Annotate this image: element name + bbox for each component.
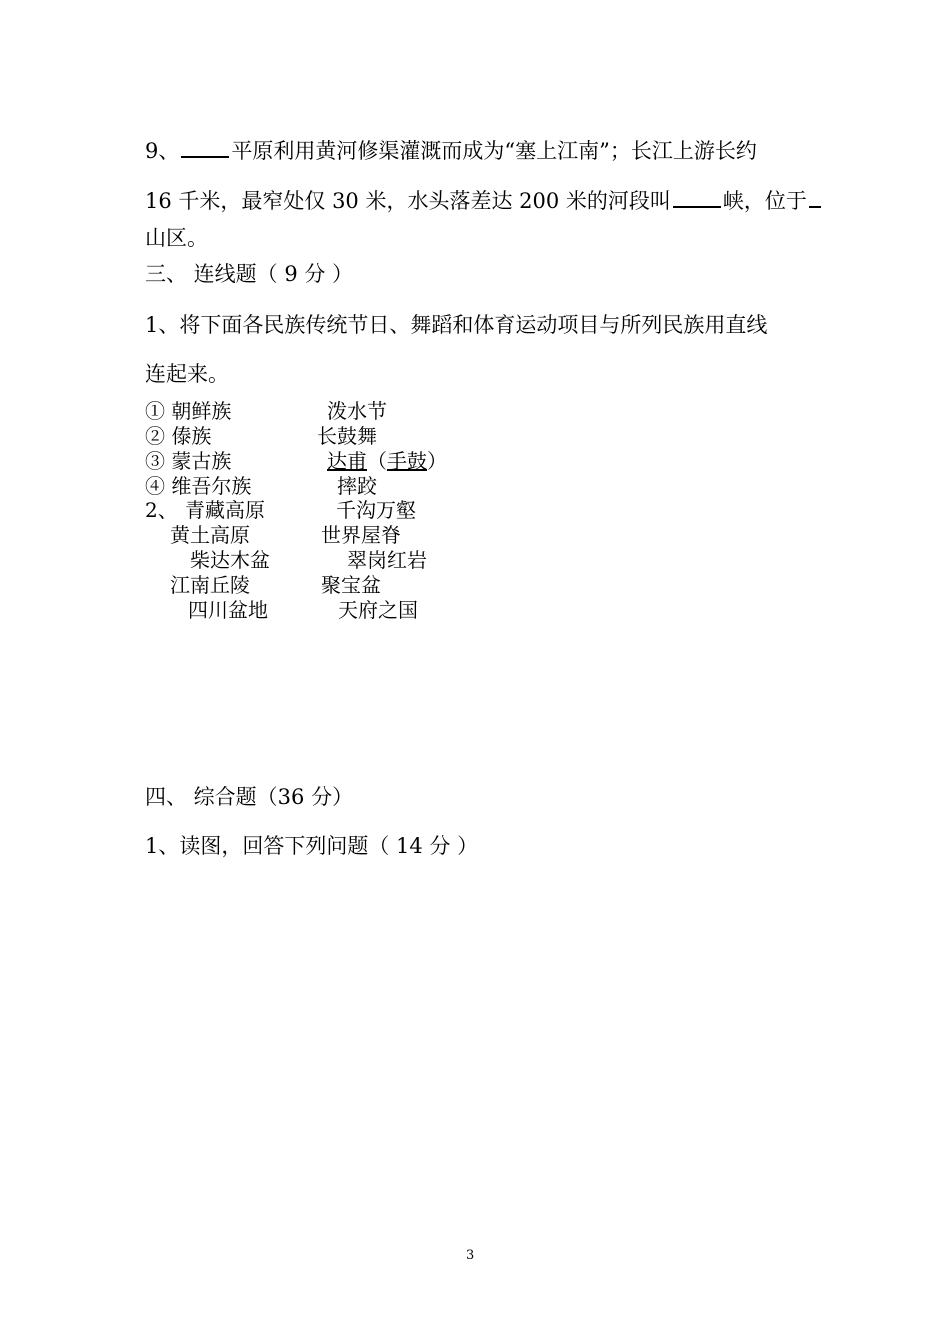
question-9-text-1: 平原利用黄河修渠灌溉而成为“塞上江南”；长江上游长约 (231, 139, 757, 163)
match-2-left-item: 柴达木盆 (190, 548, 270, 572)
match-1-left-item: ④ 维吾尔族 (145, 474, 252, 498)
match-1-right-item: 泼水节 (327, 399, 387, 423)
question-9-number: 9、 (145, 139, 180, 163)
match-1-right-item: 达甫（手鼓） (327, 449, 447, 473)
match-2-left-item: 江南丘陵 (170, 573, 250, 597)
question-4-1: 1、读图，回答下列问题（ 14 分 ） (145, 834, 479, 858)
question-9-line-1 (145, 138, 757, 163)
match-1-right-item: 摔跤 (337, 474, 377, 498)
section-4-title: 四、 综合题（36 分） (145, 785, 354, 809)
match-1-left-item: ② 傣族 (145, 424, 212, 448)
match-2-left-item: 四川盆地 (188, 598, 268, 622)
question-9-text-3: 峡，位于 (722, 189, 807, 213)
match-2-right-item: 聚宝盆 (321, 573, 381, 597)
question-3-2-number: 2、 (145, 498, 178, 522)
question-3-1-line-2: 连起来。 (145, 362, 229, 386)
match-2-right-item: 千沟万壑 (336, 498, 416, 522)
match-1-right-item: 长鼓舞 (317, 424, 377, 448)
question-3-1-line-1: 1、将下面各民族传统节日、舞蹈和体育运动项目与所列民族用直线 (145, 313, 768, 337)
question-9-text-4: 山区。 (145, 226, 208, 250)
match-2-right-item: 天府之国 (338, 598, 418, 622)
match-2-right-item: 翠岗红岩 (347, 548, 427, 572)
match-2-left-item: 黄土高原 (170, 523, 250, 547)
question-9-line-2 (145, 188, 821, 213)
underlined-term: 达甫 (327, 449, 367, 473)
question-9-text-2: 16 千米，最窄处仅 30 米，水头落差达 200 米的河段叫 (145, 189, 671, 213)
match-2-right-item: 世界屋脊 (321, 523, 401, 547)
match-2-left-item: 青藏高原 (185, 498, 265, 522)
answer-blank (673, 188, 721, 208)
question-9-line-3 (145, 226, 208, 250)
answer-blank (181, 138, 229, 158)
page-number: 3 (466, 1248, 475, 1263)
underlined-term: 手鼓 (387, 449, 427, 473)
answer-blank (809, 188, 821, 208)
section-3-title: 三、 连线题（ 9 分 ） (145, 262, 354, 286)
match-1-left-item: ① 朝鲜族 (145, 399, 232, 423)
match-1-left-item: ③ 蒙古族 (145, 449, 232, 473)
